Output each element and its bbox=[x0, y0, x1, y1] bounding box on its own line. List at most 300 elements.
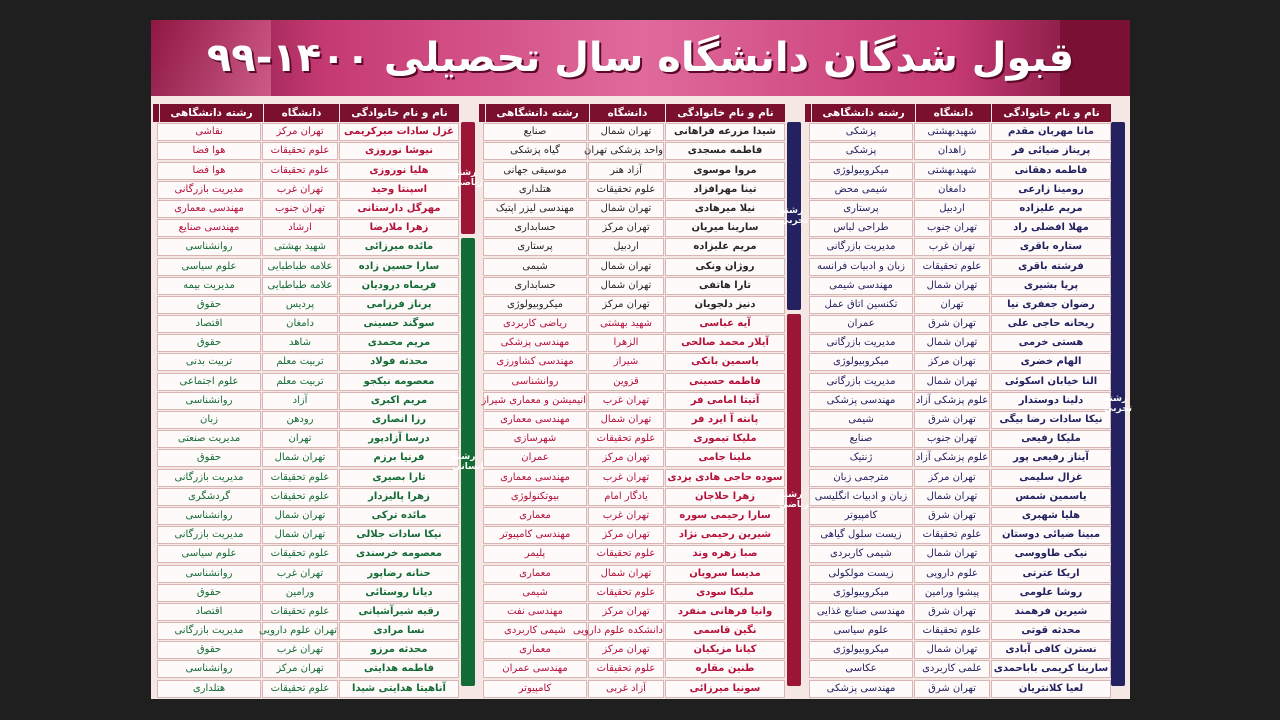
university-cell: تهران شرق bbox=[914, 603, 990, 621]
student-name: پرناز فرزامی bbox=[339, 296, 459, 314]
table-row bbox=[153, 333, 459, 352]
student-name: طنین مقاره bbox=[665, 660, 785, 678]
university-cell: یادگار امام bbox=[588, 488, 664, 506]
major-cell: مدیریت بازرگانی bbox=[157, 622, 261, 640]
table-row bbox=[805, 429, 1111, 448]
university-cell: علوم تحقیقات bbox=[262, 680, 338, 698]
student-name: لعیا کلانتریان bbox=[991, 680, 1111, 698]
major-cell: علوم سیاسی bbox=[809, 622, 913, 640]
major-cell: اقتصاد bbox=[157, 315, 261, 333]
university-cell: علوم تحقیقات bbox=[262, 545, 338, 563]
major-cell: ژنتیک bbox=[809, 449, 913, 467]
university-cell: شهید بهشتی bbox=[588, 315, 664, 333]
major-cell: مدیریت بیمه bbox=[157, 277, 261, 295]
header-name: نام و نام خانوادگی bbox=[339, 104, 459, 122]
student-name: مریم علیزاده bbox=[991, 200, 1111, 218]
table-row bbox=[805, 410, 1111, 429]
header-name: نام و نام خانوادگی bbox=[665, 104, 785, 122]
university-cell: علوم پزشکی آزاد bbox=[914, 449, 990, 467]
student-name: وانیا فرهانی منفرد bbox=[665, 603, 785, 621]
student-name: ملیکا تیموری bbox=[665, 430, 785, 448]
university-cell: تهران مرکز bbox=[588, 641, 664, 659]
major-cell: معماری bbox=[483, 565, 587, 583]
major-cell: انیمیشن و معماری شیراز bbox=[483, 392, 587, 410]
side-label-text: رشته تجربی bbox=[780, 206, 808, 226]
side-label-mid-riazi bbox=[779, 314, 809, 686]
table-row bbox=[805, 333, 1111, 352]
student-name: سوده حاجی هادی یزدی bbox=[665, 469, 785, 487]
table-row bbox=[479, 256, 785, 275]
table-row bbox=[153, 506, 459, 525]
university-cell: علوم پزشکی آزاد bbox=[914, 392, 990, 410]
student-name: هستی خرمی bbox=[991, 334, 1111, 352]
major-cell: حقوق bbox=[157, 449, 261, 467]
university-cell: آزاد bbox=[262, 392, 338, 410]
major-cell: بیوتکنولوژی bbox=[483, 488, 587, 506]
university-cell: علوم تحقیقات bbox=[262, 142, 338, 160]
major-cell: میکروبیولوژی bbox=[809, 353, 913, 371]
student-name: کیانا مزیکیان bbox=[665, 641, 785, 659]
major-cell: عمران bbox=[809, 315, 913, 333]
table-row bbox=[479, 506, 785, 525]
student-name: پریا بشیری bbox=[991, 277, 1111, 295]
table-row bbox=[479, 659, 785, 678]
table-row bbox=[805, 391, 1111, 410]
student-name: دلینا دوستدار bbox=[991, 392, 1111, 410]
table-row bbox=[479, 160, 785, 179]
table-row bbox=[479, 276, 785, 295]
student-name: زهرا پالیزدار bbox=[339, 488, 459, 506]
university-cell: تهران شمال bbox=[914, 488, 990, 506]
student-name: شیدا مزرعه فراهانی bbox=[665, 123, 785, 141]
table-row bbox=[805, 506, 1111, 525]
student-name: فریماه درودیان bbox=[339, 277, 459, 295]
university-cell: علوم تحقیقات bbox=[914, 258, 990, 276]
university-cell: تهران شمال bbox=[914, 641, 990, 659]
student-name: ملیکا رفیعی bbox=[991, 430, 1111, 448]
student-name: معصومه خرسندی bbox=[339, 545, 459, 563]
side-label-right-tajrobi bbox=[1104, 122, 1132, 686]
university-cell: تهران غرب bbox=[588, 469, 664, 487]
major-cell: روانشناسی bbox=[157, 565, 261, 583]
major-cell: شیمی bbox=[483, 258, 587, 276]
table-row bbox=[479, 141, 785, 160]
student-name: هلیا شهبری bbox=[991, 507, 1111, 525]
university-cell: آزاد غربی bbox=[588, 680, 664, 698]
table-left bbox=[153, 104, 459, 698]
university-cell: تربیت معلم bbox=[262, 353, 338, 371]
student-name: روشا علومی bbox=[991, 584, 1111, 602]
student-name: رومینا زارعی bbox=[991, 181, 1111, 199]
table-row bbox=[479, 678, 785, 697]
table-row bbox=[805, 180, 1111, 199]
side-label-left-riazi bbox=[453, 122, 483, 234]
university-cell: علوم دارویی bbox=[914, 565, 990, 583]
student-name: رزا انصاری bbox=[339, 411, 459, 429]
student-name: صبا زهره وند bbox=[665, 545, 785, 563]
university-cell: شهید بهشتی bbox=[262, 238, 338, 256]
student-name: زهرا حلاجان bbox=[665, 488, 785, 506]
major-cell: زبان و ادبیات فرانسه bbox=[809, 258, 913, 276]
table-row bbox=[153, 180, 459, 199]
major-cell: طراحی لباس bbox=[809, 219, 913, 237]
university-cell: تهران شرق bbox=[914, 315, 990, 333]
table-row bbox=[153, 429, 459, 448]
student-name: دنیز دلجویان bbox=[665, 296, 785, 314]
university-cell: تهران غرب bbox=[914, 238, 990, 256]
major-cell: صنایع bbox=[809, 430, 913, 448]
major-cell: شیمی bbox=[483, 584, 587, 602]
table-row bbox=[153, 256, 459, 275]
table-row bbox=[153, 371, 459, 390]
major-cell: حقوق bbox=[157, 641, 261, 659]
major-cell: معماری bbox=[483, 641, 587, 659]
university-cell: ورامین bbox=[262, 584, 338, 602]
table-row bbox=[153, 678, 459, 697]
table-row bbox=[805, 525, 1111, 544]
major-cell: روانشناسی bbox=[157, 507, 261, 525]
table-row bbox=[805, 487, 1111, 506]
major-cell: علوم سیاسی bbox=[157, 258, 261, 276]
title-banner bbox=[151, 20, 1130, 96]
major-cell: پزشکی bbox=[809, 142, 913, 160]
student-name: سارا رحیمی سوره bbox=[665, 507, 785, 525]
major-cell: شهرسازی bbox=[483, 430, 587, 448]
major-cell: مترجمی زبان bbox=[809, 469, 913, 487]
table-row bbox=[153, 295, 459, 314]
student-name: فاطمه مسجدی bbox=[665, 142, 785, 160]
student-name: آناهیتا هدایتی شیدا bbox=[339, 680, 459, 698]
major-cell: معماری bbox=[483, 507, 587, 525]
major-cell: حسابداری bbox=[483, 219, 587, 237]
student-name: آیلار محمد صالحی bbox=[665, 334, 785, 352]
major-cell: روانشناسی bbox=[483, 373, 587, 391]
header-major: رشته دانشگاهی bbox=[811, 104, 915, 122]
major-cell: مهندسی صنایع غذایی bbox=[809, 603, 913, 621]
student-name: محدثه فولاد bbox=[339, 353, 459, 371]
university-cell: علمی کاربردی bbox=[914, 660, 990, 678]
table-row bbox=[153, 487, 459, 506]
student-name: محدثه مرزو bbox=[339, 641, 459, 659]
student-name: سارینا میریان bbox=[665, 219, 785, 237]
table-middle bbox=[479, 104, 785, 698]
university-cell: تهران شرق bbox=[914, 680, 990, 698]
student-name: مائده ترکی bbox=[339, 507, 459, 525]
major-cell: شیمی bbox=[809, 411, 913, 429]
student-name: فرنیا برزم bbox=[339, 449, 459, 467]
student-name: شیرین فرهمند bbox=[991, 603, 1111, 621]
student-name: مدیسا سرویان bbox=[665, 565, 785, 583]
student-name: هلیا نوروزی bbox=[339, 162, 459, 180]
university-cell: علامه طباطبایی bbox=[262, 258, 338, 276]
student-name: نیکا سادات جلالی bbox=[339, 526, 459, 544]
university-cell: علوم تحقیقات bbox=[262, 603, 338, 621]
student-name: رضوان جعفری نیا bbox=[991, 296, 1111, 314]
university-cell: تهران علوم دارویی bbox=[262, 622, 338, 640]
university-cell: تهران غرب bbox=[588, 507, 664, 525]
student-name: رقیه شیرآشپانی bbox=[339, 603, 459, 621]
table-row bbox=[479, 544, 785, 563]
university-cell: تهران شرق bbox=[914, 411, 990, 429]
major-cell: عکاسی bbox=[809, 660, 913, 678]
table-row bbox=[153, 583, 459, 602]
table-row bbox=[805, 371, 1111, 390]
university-cell: علوم تحقیقات bbox=[262, 488, 338, 506]
university-cell: پیشوا ورامین bbox=[914, 584, 990, 602]
major-cell: شیمی محض bbox=[809, 181, 913, 199]
student-name: مریم علیزاده bbox=[665, 238, 785, 256]
table-row bbox=[805, 122, 1111, 141]
table-row bbox=[805, 467, 1111, 486]
university-cell: تهران جنوب bbox=[914, 219, 990, 237]
university-cell: تهران شمال bbox=[588, 277, 664, 295]
university-cell: تربیت معلم bbox=[262, 373, 338, 391]
side-label-text: رشته انسانی bbox=[452, 452, 484, 472]
major-cell: زیست مولکولی bbox=[809, 565, 913, 583]
student-name: نیوشا نوروزی bbox=[339, 142, 459, 160]
university-cell: دامغان bbox=[262, 315, 338, 333]
university-cell: زاهدان bbox=[914, 142, 990, 160]
university-cell: پردیس bbox=[262, 296, 338, 314]
university-cell: علوم تحقیقات bbox=[262, 162, 338, 180]
university-cell: تهران شمال bbox=[588, 411, 664, 429]
major-cell: علوم اجتماعی bbox=[157, 373, 261, 391]
major-cell: مدیریت بازرگانی bbox=[809, 334, 913, 352]
student-name: ملینا جامی bbox=[665, 449, 785, 467]
student-name: تارا بصیری bbox=[339, 469, 459, 487]
student-name: فاطمه دهقانی bbox=[991, 162, 1111, 180]
table-row bbox=[479, 487, 785, 506]
table-row bbox=[153, 199, 459, 218]
major-cell: اقتصاد bbox=[157, 603, 261, 621]
major-cell: مهندسی کامپیوتر bbox=[483, 526, 587, 544]
major-cell: میکروبیولوژی bbox=[483, 296, 587, 314]
major-cell: نقاشی bbox=[157, 123, 261, 141]
table-row bbox=[153, 391, 459, 410]
major-cell: زیست سلول گیاهی bbox=[809, 526, 913, 544]
university-cell: تهران شمال bbox=[588, 565, 664, 583]
university-cell: تهران شمال bbox=[262, 526, 338, 544]
university-cell: علوم تحقیقات bbox=[588, 545, 664, 563]
table-row bbox=[805, 218, 1111, 237]
major-cell: صنایع bbox=[483, 123, 587, 141]
university-cell: تهران bbox=[914, 296, 990, 314]
table-row bbox=[805, 160, 1111, 179]
major-cell: کامپیوتر bbox=[483, 680, 587, 698]
university-cell: علوم تحقیقات bbox=[588, 584, 664, 602]
university-cell: تهران شمال bbox=[588, 123, 664, 141]
header-university: دانشگاه bbox=[589, 104, 665, 122]
university-cell: علوم تحقیقات bbox=[588, 430, 664, 448]
student-name: ملیکا سودی bbox=[665, 584, 785, 602]
university-cell: اردبیل bbox=[914, 200, 990, 218]
university-cell: تهران شمال bbox=[914, 373, 990, 391]
side-label-left-ensani bbox=[452, 238, 484, 686]
student-name: نیکا سادات رضا بیگی bbox=[991, 411, 1111, 429]
student-name: غزال سلیمی bbox=[991, 469, 1111, 487]
university-cell: شهیدبهشتی bbox=[914, 123, 990, 141]
table-row bbox=[479, 180, 785, 199]
table-row bbox=[153, 218, 459, 237]
major-cell: میکروبیولوژی bbox=[809, 584, 913, 602]
major-cell: زبان bbox=[157, 411, 261, 429]
table-row bbox=[153, 160, 459, 179]
student-name: حنانه رضاپور bbox=[339, 565, 459, 583]
university-cell: آزاد هنر bbox=[588, 162, 664, 180]
major-cell: روانشناسی bbox=[157, 660, 261, 678]
major-cell: موسیقی جهانی bbox=[483, 162, 587, 180]
student-name: مریم اکبری bbox=[339, 392, 459, 410]
university-cell: تهران bbox=[262, 430, 338, 448]
university-cell: تهران شمال bbox=[914, 277, 990, 295]
university-cell: تهران شمال bbox=[262, 449, 338, 467]
table-row bbox=[479, 371, 785, 390]
header-university: دانشگاه bbox=[915, 104, 991, 122]
university-cell: اردبیل bbox=[588, 238, 664, 256]
major-cell: ریاضی کاربردی bbox=[483, 315, 587, 333]
table-row bbox=[479, 391, 785, 410]
student-name: مائده میرزائی bbox=[339, 238, 459, 256]
student-name: نیلا میرهادی bbox=[665, 200, 785, 218]
side-label-mid-tajrobi bbox=[780, 122, 808, 310]
side-label-text: رشته ریاضی bbox=[453, 168, 483, 188]
table-row bbox=[479, 410, 785, 429]
student-name: زهرا ملارضا bbox=[339, 219, 459, 237]
university-cell: تهران مرکز bbox=[588, 526, 664, 544]
university-cell: تهران مرکز bbox=[914, 469, 990, 487]
table-row bbox=[479, 237, 785, 256]
major-cell: گیاه پزشکی bbox=[483, 142, 587, 160]
student-name: یاسمین شمس bbox=[991, 488, 1111, 506]
table-right-header bbox=[805, 104, 1111, 122]
university-cell: تهران جنوب bbox=[262, 200, 338, 218]
major-cell: مهندسی صنایع bbox=[157, 219, 261, 237]
table-row bbox=[153, 314, 459, 333]
student-name: مانا مهربان مقدم bbox=[991, 123, 1111, 141]
student-name: آیناز رفیعی پور bbox=[991, 449, 1111, 467]
university-cell: علامه طباطبایی bbox=[262, 277, 338, 295]
university-cell: تهران مرکز bbox=[588, 296, 664, 314]
major-cell: پزشکی bbox=[809, 123, 913, 141]
student-name: سارا حسین زاده bbox=[339, 258, 459, 276]
major-cell: تکنسین اتاق عمل bbox=[809, 296, 913, 314]
student-name: فاطمه هدایتی bbox=[339, 660, 459, 678]
table-row bbox=[153, 563, 459, 582]
student-name: غزل سادات میرکریمی bbox=[339, 123, 459, 141]
university-cell: واحد پزشکی تهران bbox=[588, 142, 664, 160]
university-cell: تهران مرکز bbox=[262, 123, 338, 141]
student-name: مهرگل دارستانی bbox=[339, 200, 459, 218]
student-name: معصومه نیکجو bbox=[339, 373, 459, 391]
table-row bbox=[805, 314, 1111, 333]
major-cell: زبان و ادبیات انگلیسی bbox=[809, 488, 913, 506]
table-row bbox=[479, 525, 785, 544]
major-cell: هتلداری bbox=[483, 181, 587, 199]
student-name: النا خیابان اسکوئی bbox=[991, 373, 1111, 391]
student-name: درسا آزادپور bbox=[339, 430, 459, 448]
student-name: سارینا کریمی باباحمدی bbox=[991, 660, 1111, 678]
side-label-text: رشته تجربی bbox=[1104, 394, 1132, 414]
student-name: پریناز ضیائی فر bbox=[991, 142, 1111, 160]
university-cell: رودهن bbox=[262, 411, 338, 429]
table-row bbox=[479, 621, 785, 640]
university-cell: تهران شمال bbox=[914, 334, 990, 352]
table-row bbox=[805, 544, 1111, 563]
major-cell: مهندسی معماری bbox=[483, 411, 587, 429]
major-cell: گردشگری bbox=[157, 488, 261, 506]
major-cell: شیمی کاربردی bbox=[483, 622, 587, 640]
table-row bbox=[805, 237, 1111, 256]
university-cell: تهران شرق bbox=[914, 507, 990, 525]
header-major: رشته دانشگاهی bbox=[485, 104, 589, 122]
university-cell: دامغان bbox=[914, 181, 990, 199]
student-name: مریم محمدی bbox=[339, 334, 459, 352]
table-row bbox=[805, 659, 1111, 678]
university-cell: شهیدبهشتی bbox=[914, 162, 990, 180]
student-name: نسا مرادی bbox=[339, 622, 459, 640]
table-row bbox=[153, 659, 459, 678]
header-major: رشته دانشگاهی bbox=[159, 104, 263, 122]
major-cell: مدیریت بازرگانی bbox=[157, 469, 261, 487]
table-row bbox=[479, 314, 785, 333]
major-cell: پرستاری bbox=[809, 200, 913, 218]
table-row bbox=[479, 563, 785, 582]
major-cell: عمران bbox=[483, 449, 587, 467]
major-cell: حقوق bbox=[157, 334, 261, 352]
poster bbox=[151, 20, 1130, 699]
major-cell: مهندسی معماری bbox=[157, 200, 261, 218]
university-cell: قزوین bbox=[588, 373, 664, 391]
university-cell: تهران شمال bbox=[914, 545, 990, 563]
table-row bbox=[479, 448, 785, 467]
table-row bbox=[153, 640, 459, 659]
major-cell: تربیت بدنی bbox=[157, 353, 261, 371]
major-cell: مدیریت بازرگانی bbox=[809, 238, 913, 256]
major-cell: مهندسی نفت bbox=[483, 603, 587, 621]
university-cell: تهران مرکز bbox=[914, 353, 990, 371]
table-row bbox=[479, 429, 785, 448]
major-cell: روانشناسی bbox=[157, 238, 261, 256]
student-name: سوگند حسینی bbox=[339, 315, 459, 333]
student-name: اسپنتا وحید bbox=[339, 181, 459, 199]
table-row bbox=[479, 583, 785, 602]
university-cell: تهران مرکز bbox=[588, 603, 664, 621]
university-cell: تهران جنوب bbox=[914, 430, 990, 448]
table-middle-header bbox=[479, 104, 785, 122]
student-name: فاطمه حسینی bbox=[665, 373, 785, 391]
university-cell: دانشکده علوم دارویی bbox=[588, 622, 664, 640]
university-cell: علوم تحقیقات bbox=[914, 526, 990, 544]
header-name: نام و نام خانوادگی bbox=[991, 104, 1111, 122]
table-row bbox=[805, 295, 1111, 314]
major-cell: مهندسی کشاورزی bbox=[483, 353, 587, 371]
student-name: مهلا افضلی راد bbox=[991, 219, 1111, 237]
major-cell: علوم سیاسی bbox=[157, 545, 261, 563]
university-cell: تهران مرکز bbox=[588, 219, 664, 237]
university-cell: تهران غرب bbox=[588, 392, 664, 410]
major-cell: مهندسی شیمی bbox=[809, 277, 913, 295]
table-row bbox=[805, 276, 1111, 295]
university-cell: تهران شمال bbox=[262, 507, 338, 525]
table-row bbox=[153, 621, 459, 640]
major-cell: مدیریت بازرگانی bbox=[157, 526, 261, 544]
student-name: روژان ونکی bbox=[665, 258, 785, 276]
major-cell: روانشناسی bbox=[157, 392, 261, 410]
university-cell: شاهد bbox=[262, 334, 338, 352]
university-cell: تهران شمال bbox=[588, 200, 664, 218]
student-name: مروا موسوی bbox=[665, 162, 785, 180]
major-cell: مهندسی لیزر اپتیک bbox=[483, 200, 587, 218]
